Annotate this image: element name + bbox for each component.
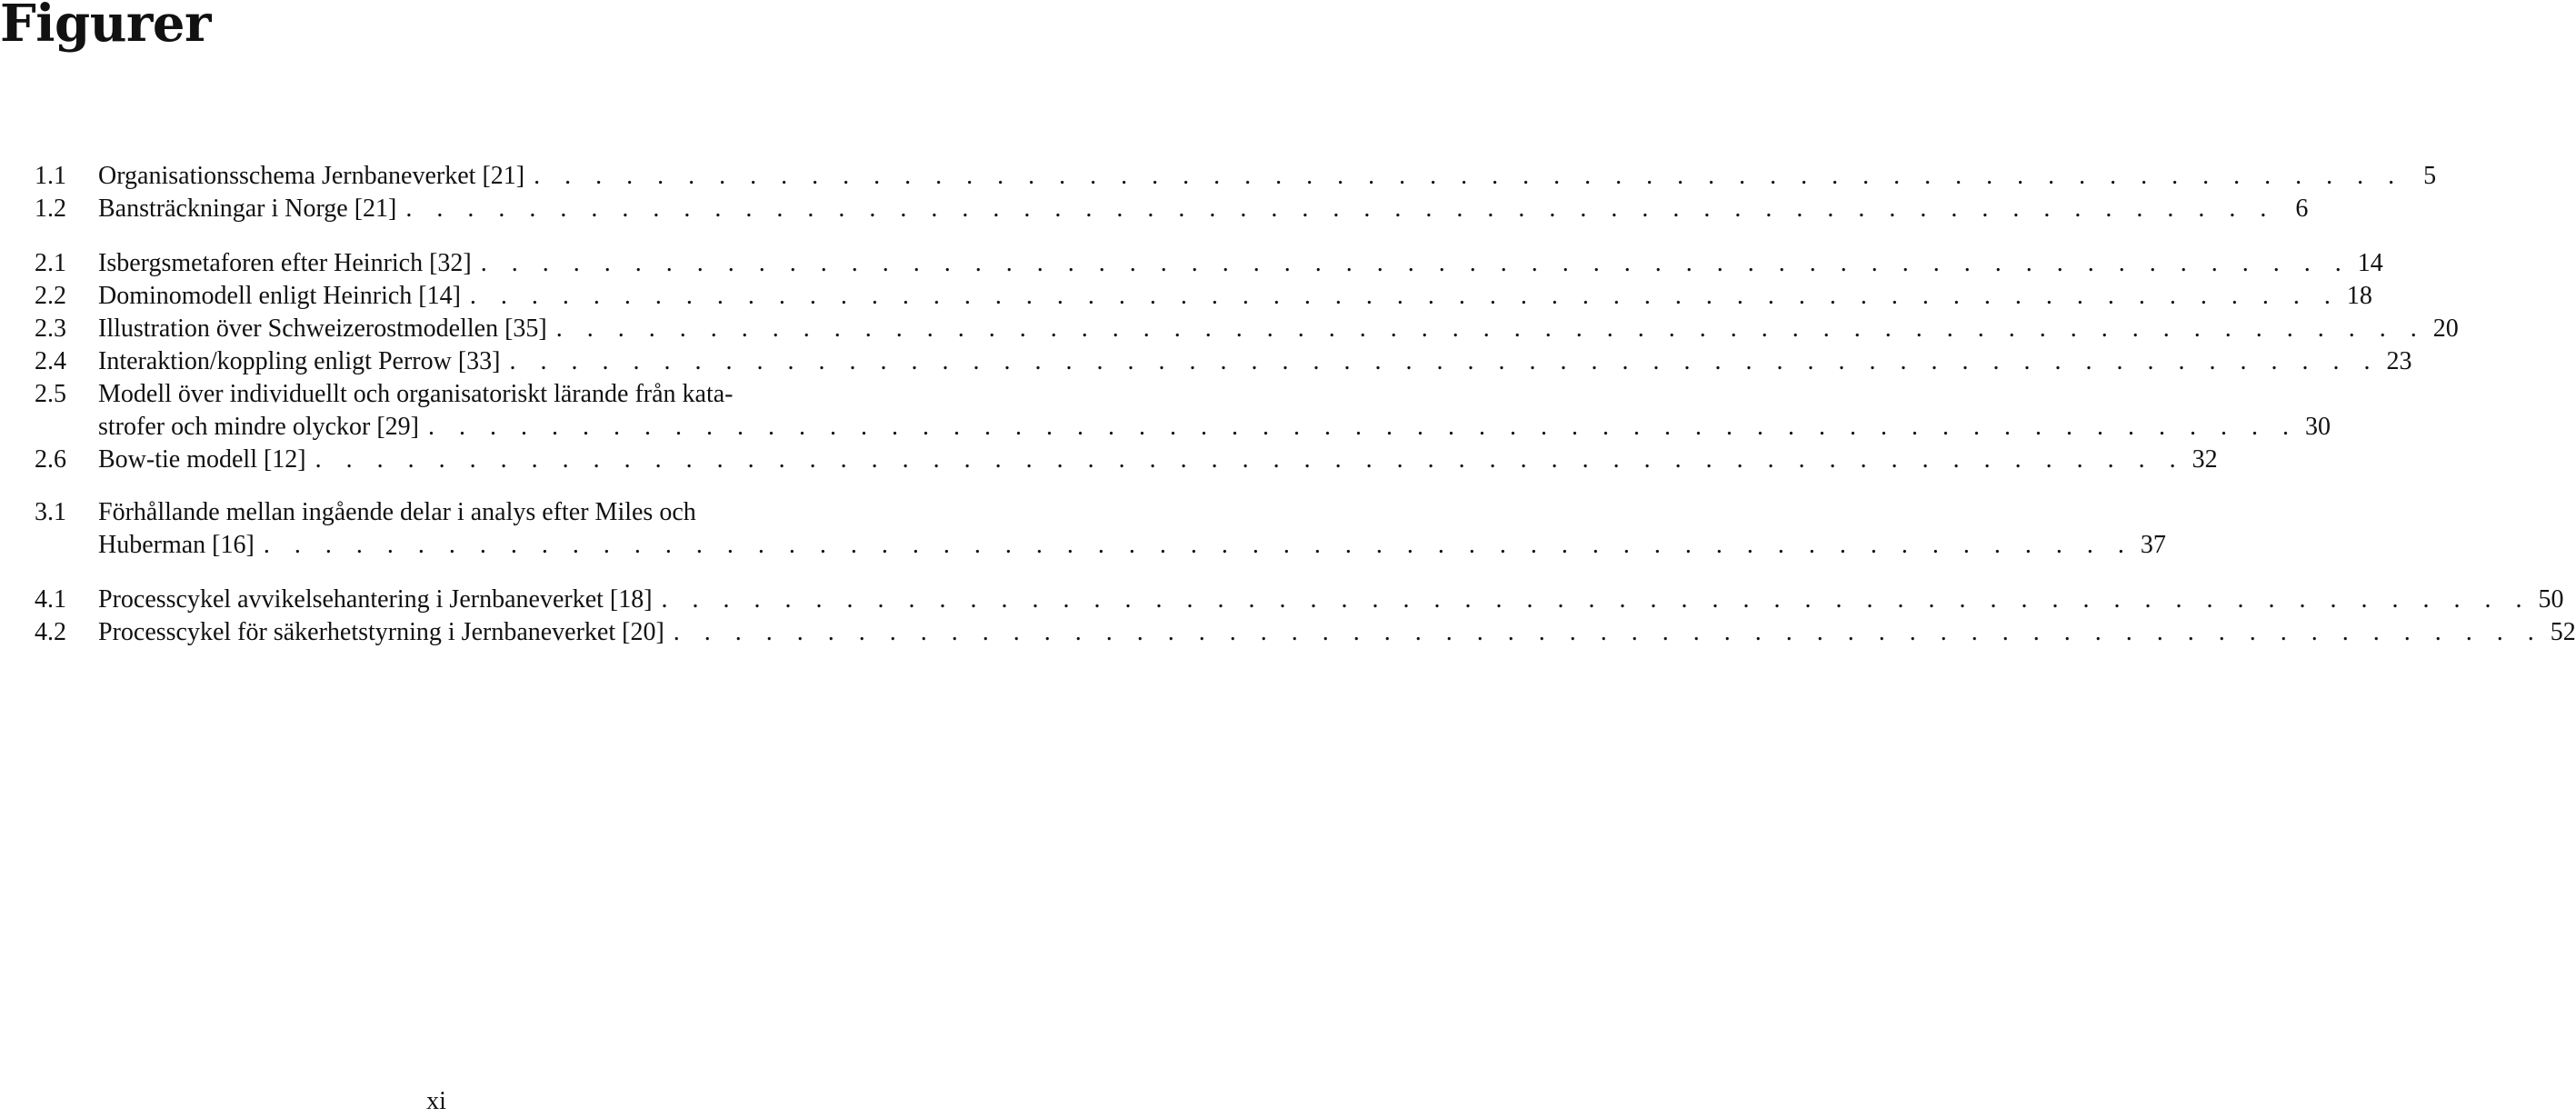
dot-leader: . . . . . . . . . . . . . . . . . . . . . . . . . . . . . . . . . . . . . . . . . . . . . . . . . . . . . . . . . . . . . [534,162,2404,190]
toc-entry-2-2[interactable] [35,280,2372,313]
figure-caption: Processcykel avvikelsehantering i Jernbaneverket [18] [98,585,653,614]
figure-caption: Organisationsschema Jernbaneverket [21] [98,162,525,190]
toc-line [35,496,871,529]
figure-caption: Processcykel för säkerhetstyrning i Jernbaneverket [20] [98,618,664,646]
figure-number: 2.1 [35,249,66,277]
page-number: 14 [2357,249,2383,277]
page-number: 50 [2538,585,2564,614]
figure-caption-line-2: strofer och mindre olyckor [29] [98,413,419,441]
page-number: 30 [2305,413,2331,441]
figure-number: 1.2 [35,195,66,223]
figure-caption: Isbergsmetaforen efter Heinrich [32] [98,249,472,277]
toc-line-continued [35,411,2331,444]
figure-caption: Illustration över Schweizerostmodellen [35] [98,314,547,343]
page-title: Figurer [0,0,212,54]
toc-entry-2-6[interactable] [35,444,2218,476]
toc-line [35,616,2576,649]
dot-leader: . . . . . . . . . . . . . . . . . . . . . . . . . . . . . . . . . . . . . . . . . . . . . . . . . . . . . . . . . . . . . [263,531,2133,559]
toc-line [35,280,2372,313]
toc-entry-2-1[interactable] [35,247,2383,280]
toc-line [35,247,2383,280]
figure-caption: Bansträckningar i Norge [21] [98,195,397,223]
figure-number: 4.2 [35,618,66,646]
toc-entry-2-5[interactable] [35,378,2331,444]
dot-leader: . . . . . . . . . . . . . . . . . . . . . . . . . . . . . . . . . . . . . . . . . . . . . . . . . . . . . . . . . . . . . [428,413,2298,441]
footer-page-number: xi [426,1087,446,1115]
toc-entry-1-2[interactable] [35,193,2309,225]
figure-caption-line-2: Huberman [16] [98,531,255,559]
figure-number: 2.3 [35,314,66,343]
figure-number: 2.6 [35,445,66,474]
toc-entry-1-1[interactable] [35,160,2437,193]
toc-line [35,584,2564,616]
toc-line [35,345,2412,378]
page-number: 23 [2386,347,2412,375]
page-number: 32 [2192,445,2218,474]
dot-leader: . . . . . . . . . . . . . . . . . . . . . . . . . . . . . . . . . . . . . . . . . . . . . . . . . . . . . . . . . . . . . [673,618,2543,646]
toc-line [35,160,2437,193]
figure-number: 2.2 [35,282,66,310]
dot-leader: . . . . . . . . . . . . . . . . . . . . . . . . . . . . . . . . . . . . . . . . . . . . . . . . . . . . . . . . . . . . . [480,249,2351,277]
toc-entry-4-2[interactable] [35,616,2576,649]
figure-caption: Bow-tie modell [12] [98,445,306,474]
figure-caption: Interaktion/koppling enligt Perrow [33] [98,347,501,375]
dot-leader: . . . . . . . . . . . . . . . . . . . . . . . . . . . . . . . . . . . . . . . . . . . . . . . . . . . . . . . . . . . . . [661,585,2531,614]
dot-leader: . . . . . . . . . . . . . . . . . . . . . . . . . . . . . . . . . . . . . . . . . . . . . . . . . . . . . . . . . . . . . [555,314,2426,343]
dot-leader: . . . . . . . . . . . . . . . . . . . . . . . . . . . . . . . . . . . . . . . . . . . . . . . . . . . . . . . . . . . . . [405,195,2276,223]
figure-number: 3.1 [35,498,66,526]
page-number: 37 [2140,531,2166,559]
figure-caption: Dominomodell enligt Heinrich [14] [98,282,461,310]
dot-leader: . . . . . . . . . . . . . . . . . . . . . . . . . . . . . . . . . . . . . . . . . . . . . . . . . . . . . . . . . . . . . [315,445,2185,474]
toc-entry-4-1[interactable] [35,584,2564,616]
figure-number: 2.4 [35,347,66,375]
dot-leader: . . . . . . . . . . . . . . . . . . . . . . . . . . . . . . . . . . . . . . . . . . . . . . . . . . . . . . . . . . . . . [509,347,2380,375]
toc-line [35,313,2459,345]
figure-number: 2.5 [35,380,66,408]
page-number: 20 [2432,314,2459,343]
figure-caption-line-1: Förhållande mellan ingående delar i analys efter Miles och [98,498,696,526]
page-number: 18 [2346,282,2372,310]
toc-line [35,193,2309,225]
page-number: 5 [2423,162,2437,190]
toc-entry-3-1[interactable] [35,496,2166,562]
figure-number: 1.1 [35,162,66,190]
toc-line [35,444,2218,476]
toc-entry-2-4[interactable] [35,345,2412,378]
toc-line [35,378,871,411]
page-number: 6 [2295,195,2309,223]
page-number: 52 [2550,618,2576,646]
toc-entry-2-3[interactable] [35,313,2459,345]
dot-leader: . . . . . . . . . . . . . . . . . . . . . . . . . . . . . . . . . . . . . . . . . . . . . . . . . . . . . . . . . . . . . [469,282,2340,310]
figure-caption-line-1: Modell över individuellt och organisatoriskt lärande från kata- [98,380,734,408]
figure-number: 4.1 [35,585,66,614]
toc-line-continued [35,529,2166,562]
